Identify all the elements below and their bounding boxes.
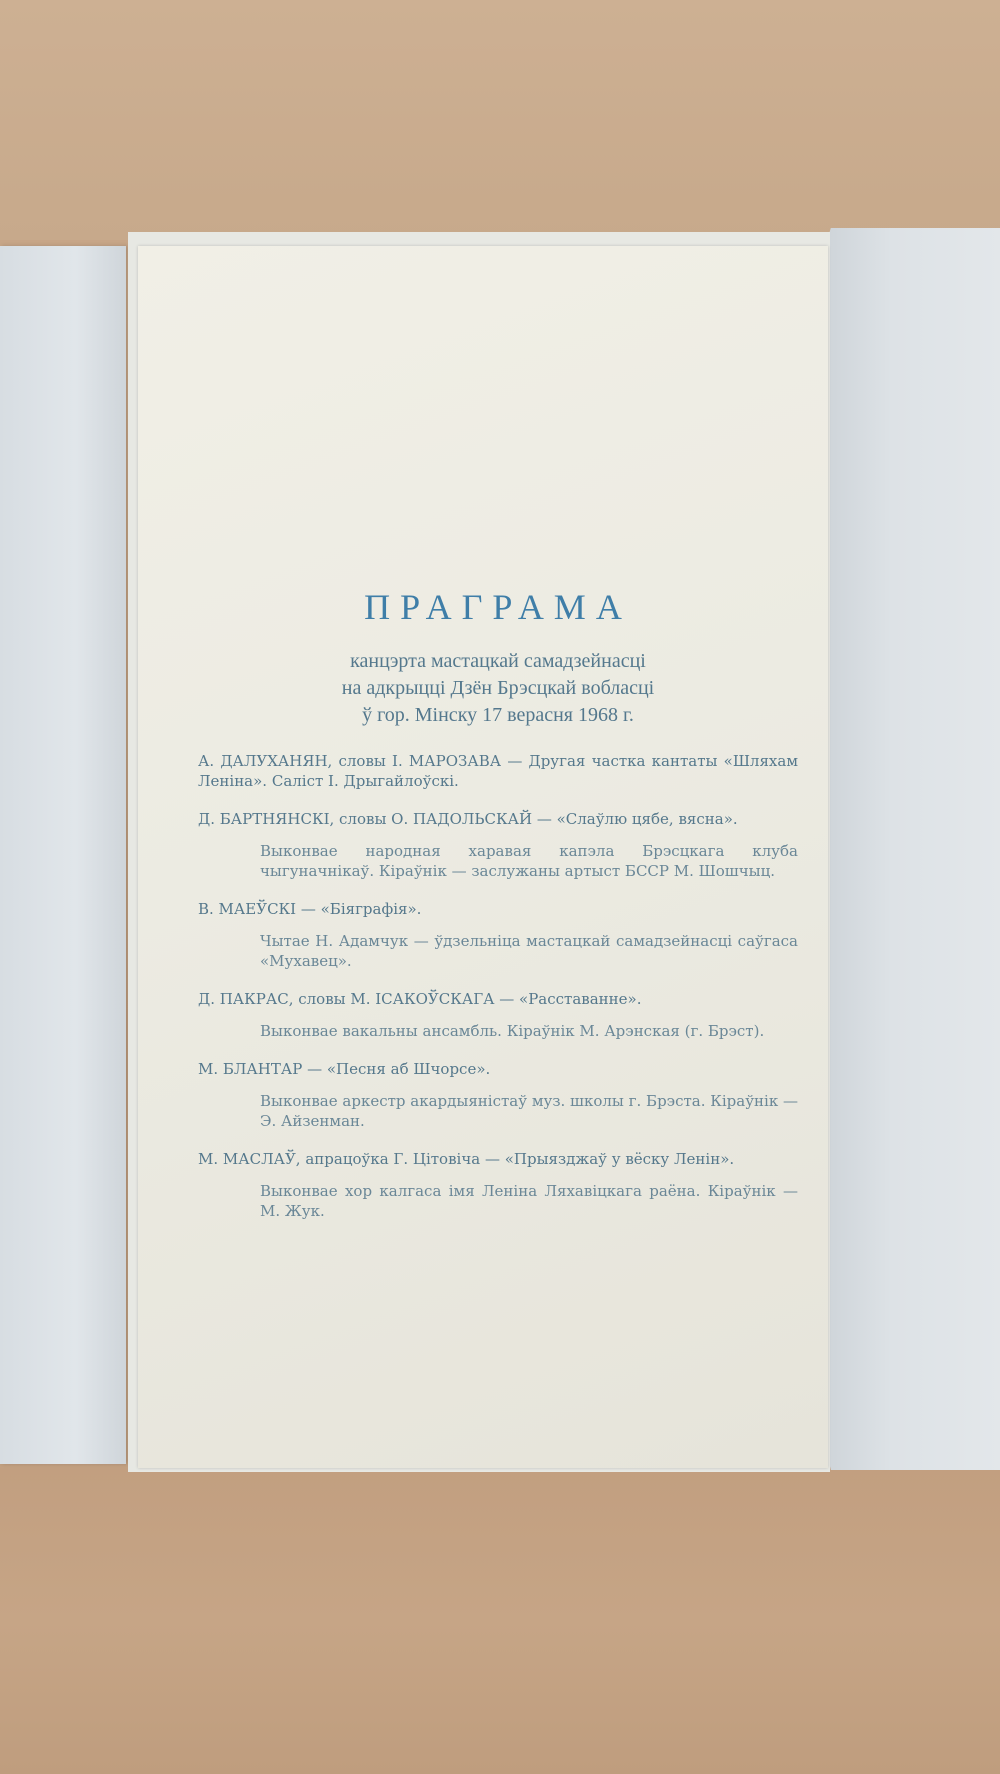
program-item [198,899,798,971]
item-heading: Д. ПАКРАС, словы М. ІСАКОЎСКАГА — «Расставанне». [198,990,642,1008]
program-item [198,751,798,791]
table-surface-top [0,0,1000,240]
folder-left-flap [0,246,126,1464]
item-heading: Д. БАРТНЯНСКІ, словы О. ПАДОЛЬСКАЙ — «Слаўлю цябе, вясна». [198,810,738,828]
item-heading: М. МАСЛАЎ, апрацоўка Г. Цітовіча — «Прыязджаў у вёску Ленін». [198,1150,735,1168]
item-performer: Чытае Н. Адамчук — ўдзельніца мастацкай самадзейнасці саўгаса «Мухавец». [260,932,798,970]
item-performer: Выконвае вакальны ансамбль. Кіраўнік М. Арэнская (г. Брэст). [260,1022,765,1040]
program-item [198,989,798,1041]
subtitle-line: канцэрта мастацкай самадзейнасці [350,650,646,672]
subtitle-line: на адкрыцці Дзён Брэсцкай вобласці [341,677,655,699]
item-performer: Выконвае аркестр акардыяністаў муз. школы г. Брэста. Кіраўнік — Э. Айзенман. [260,1092,798,1130]
program-subtitle [198,648,798,729]
item-heading: В. МАЕЎСКІ — «Біяграфія». [198,900,422,918]
program-item [198,809,798,881]
item-performer: Выконвае народная харавая капэла Брэсцкага клуба чыгуначнікаў. Кіраўнік — заслужаны артыст БССР М. Шошчыц. [260,842,798,880]
table-surface-bottom [0,1468,1000,1774]
item-performer: Выконвае хор калгаса імя Леніна Ляхавіцкага раёна. Кіраўнік — М. Жук. [260,1182,798,1220]
folder-right-flap [820,228,1000,1470]
item-heading: М. БЛАНТАР — «Песня аб Шчорсе». [198,1060,491,1078]
subtitle-line: ў гор. Мінску 17 верасня 1968 г. [362,704,634,726]
item-heading: А. ДАЛУХАНЯН, словы І. МАРОЗАВА — Другая частка кантаты «Шляхам Леніна». Саліст І. Дрыгайлоўскі. [198,752,798,790]
program-page [138,246,828,1468]
program-title: ПРАГРАМА [364,587,632,627]
program-item [198,1059,798,1131]
program-item [198,1149,798,1221]
program-content [198,586,798,1239]
